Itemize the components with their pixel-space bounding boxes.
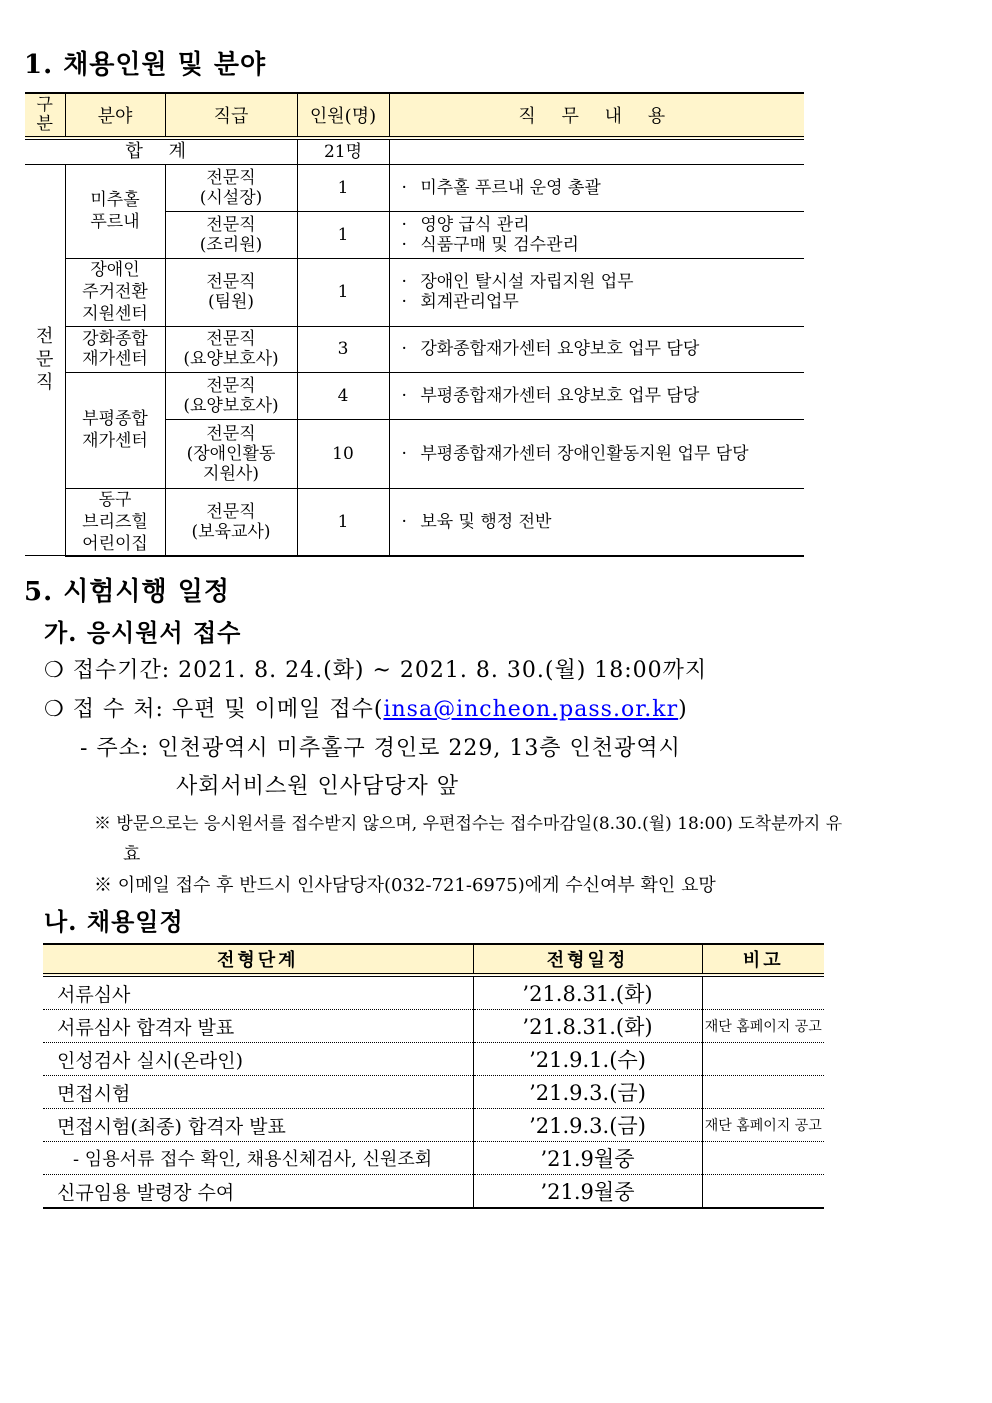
count-cell: 10 xyxy=(297,419,389,488)
field-cell: 동구 브리즈힐 어린이집 xyxy=(65,488,165,556)
duty-cell xyxy=(389,164,804,211)
subsection-a-title: 가. 응시원서 접수 xyxy=(44,618,242,647)
schedule-table xyxy=(43,943,824,1209)
duty-cell xyxy=(389,488,804,556)
position-cell: 전문직 (보육교사) xyxy=(165,488,297,556)
duty-cell xyxy=(389,419,804,488)
duty-cell xyxy=(389,258,804,326)
place-suffix: ) xyxy=(678,697,688,722)
note-1-line-1: ※ 방문으로는 응시원서를 접수받지 않으며, 우편접수는 접수마감일(8.30.(월) 18:00) 도착분까지 유 xyxy=(94,814,843,834)
remark-cell: 재단 홈페이지 공고 xyxy=(702,1010,824,1043)
table-row xyxy=(25,164,804,211)
stage-cell: 신규임용 발령장 수여 xyxy=(43,1175,473,1209)
count-cell: 1 xyxy=(297,258,389,326)
stage-cell: 서류심사 xyxy=(43,975,473,1010)
remark-cell xyxy=(702,1076,824,1109)
position-cell: 전문직 (요양보호사) xyxy=(165,372,297,419)
stage-cell: - 임용서류 접수 확인, 채용신체검사, 신원조회 xyxy=(43,1142,473,1175)
address-line-2: 사회서비스원 인사담당자 앞 xyxy=(176,774,460,799)
schedule-row xyxy=(43,975,824,1010)
stage-cell: 면접시험 xyxy=(43,1076,473,1109)
field-cell: 미추홀 푸르내 xyxy=(65,164,165,258)
field-cell: 장애인 주거전환 지원센터 xyxy=(65,258,165,326)
duty-item: · 미추홀 푸르내 운영 총괄 xyxy=(402,178,805,198)
remark-cell xyxy=(702,975,824,1010)
remark-cell xyxy=(702,1175,824,1209)
remark-cell: 재단 홈페이지 공고 xyxy=(702,1109,824,1142)
section1-title: 1. 채용인원 및 분야 xyxy=(24,50,267,80)
position-cell: 전문직 (요양보호사) xyxy=(165,326,297,372)
date-cell: ’21.9.3.(금) xyxy=(473,1076,702,1109)
schedule-row xyxy=(43,1109,824,1142)
field-cell: 부평종합 재가센터 xyxy=(65,372,165,488)
remark-cell xyxy=(702,1142,824,1175)
duty-cell xyxy=(389,372,804,419)
date-cell: ’21.9.1.(수) xyxy=(473,1043,702,1076)
table-row xyxy=(25,326,804,372)
section5-title: 5. 시험시행 일정 xyxy=(24,577,230,607)
date-cell: ’21.9.3.(금) xyxy=(473,1109,702,1142)
subsection-b-title: 나. 채용일정 xyxy=(44,907,184,936)
date-cell: ’21.9월중 xyxy=(473,1142,702,1175)
count-cell: 1 xyxy=(297,164,389,211)
schedule-row xyxy=(43,1076,824,1109)
stage-cell: 면접시험(최종) 합격자 발표 xyxy=(43,1109,473,1142)
duty-item: · 회계관리업무 xyxy=(402,292,805,312)
duty-cell xyxy=(389,211,804,258)
stage-cell: 서류심사 합격자 발표 xyxy=(43,1010,473,1043)
total-label: 합 계 xyxy=(25,138,297,164)
remark-cell xyxy=(702,1043,824,1076)
table-row xyxy=(25,488,804,556)
total-count: 21명 xyxy=(297,138,389,164)
duty-item: · 강화종합재가센터 요양보호 업무 담당 xyxy=(402,339,805,359)
address-line-1: - 주소: 인천광역시 미추홀구 경인로 229, 13층 인천광역시 xyxy=(80,736,681,761)
field-cell: 강화종합 재가센터 xyxy=(65,326,165,372)
header-duty: 직 무 내 용 xyxy=(389,93,804,138)
total-row xyxy=(25,138,804,164)
recruit-table xyxy=(25,92,804,557)
duty-item: · 부평종합재가센터 장애인활동지원 업무 담당 xyxy=(402,444,805,464)
duty-cell xyxy=(389,326,804,372)
schedule-row xyxy=(43,1043,824,1076)
email-link[interactable]: insa@incheon.pass.or.kr xyxy=(383,697,679,722)
count-cell: 1 xyxy=(297,488,389,556)
count-cell: 1 xyxy=(297,211,389,258)
stage-cell: 인성검사 실시(온라인) xyxy=(43,1043,473,1076)
schedule-row xyxy=(43,1010,824,1043)
duty-item: · 영양 급식 관리 xyxy=(402,215,805,235)
header-position: 직급 xyxy=(165,93,297,138)
header-category: 구분 xyxy=(25,93,65,138)
header-stage: 전형단계 xyxy=(43,944,473,975)
header-count: 인원(명) xyxy=(297,93,389,138)
table-row xyxy=(25,372,804,419)
position-cell: 전문직 (장애인활동 지원사) xyxy=(165,419,297,488)
place-line xyxy=(44,692,688,723)
category-cell: 전문직 xyxy=(25,164,65,556)
recruit-header-row xyxy=(25,93,804,138)
period-line: ❍ 접수기간: 2021. 8. 24.(화) ~ 2021. 8. 30.(월) 18:00까지 xyxy=(44,658,708,683)
position-cell: 전문직 (시설장) xyxy=(165,164,297,211)
table-row xyxy=(25,258,804,326)
place-prefix: ❍ 접 수 처: 우편 및 이메일 접수( xyxy=(44,697,384,722)
date-cell: ’21.8.31.(화) xyxy=(473,1010,702,1043)
header-remark: 비고 xyxy=(702,944,824,975)
duty-item: · 장애인 탈시설 자립지원 업무 xyxy=(402,272,805,292)
position-cell: 전문직 (팀원) xyxy=(165,258,297,326)
position-cell: 전문직 (조리원) xyxy=(165,211,297,258)
duty-item: · 보육 및 행정 전반 xyxy=(402,512,805,532)
date-cell: ’21.8.31.(화) xyxy=(473,975,702,1010)
date-cell: ’21.9월중 xyxy=(473,1175,702,1209)
duty-item: · 식품구매 및 검수관리 xyxy=(402,235,805,255)
header-date: 전형일정 xyxy=(473,944,702,975)
total-duty xyxy=(389,138,804,164)
schedule-header-row xyxy=(43,944,824,975)
count-cell: 3 xyxy=(297,326,389,372)
note-1-line-2: 효 xyxy=(123,844,141,865)
note-2: ※ 이메일 접수 후 반드시 인사담당자(032-721-6975)에게 수신여부 확인 요망 xyxy=(94,875,716,896)
count-cell: 4 xyxy=(297,372,389,419)
header-field: 분야 xyxy=(65,93,165,138)
schedule-row xyxy=(43,1175,824,1209)
schedule-row xyxy=(43,1142,824,1175)
duty-item: · 부평종합재가센터 요양보호 업무 담당 xyxy=(402,386,805,406)
